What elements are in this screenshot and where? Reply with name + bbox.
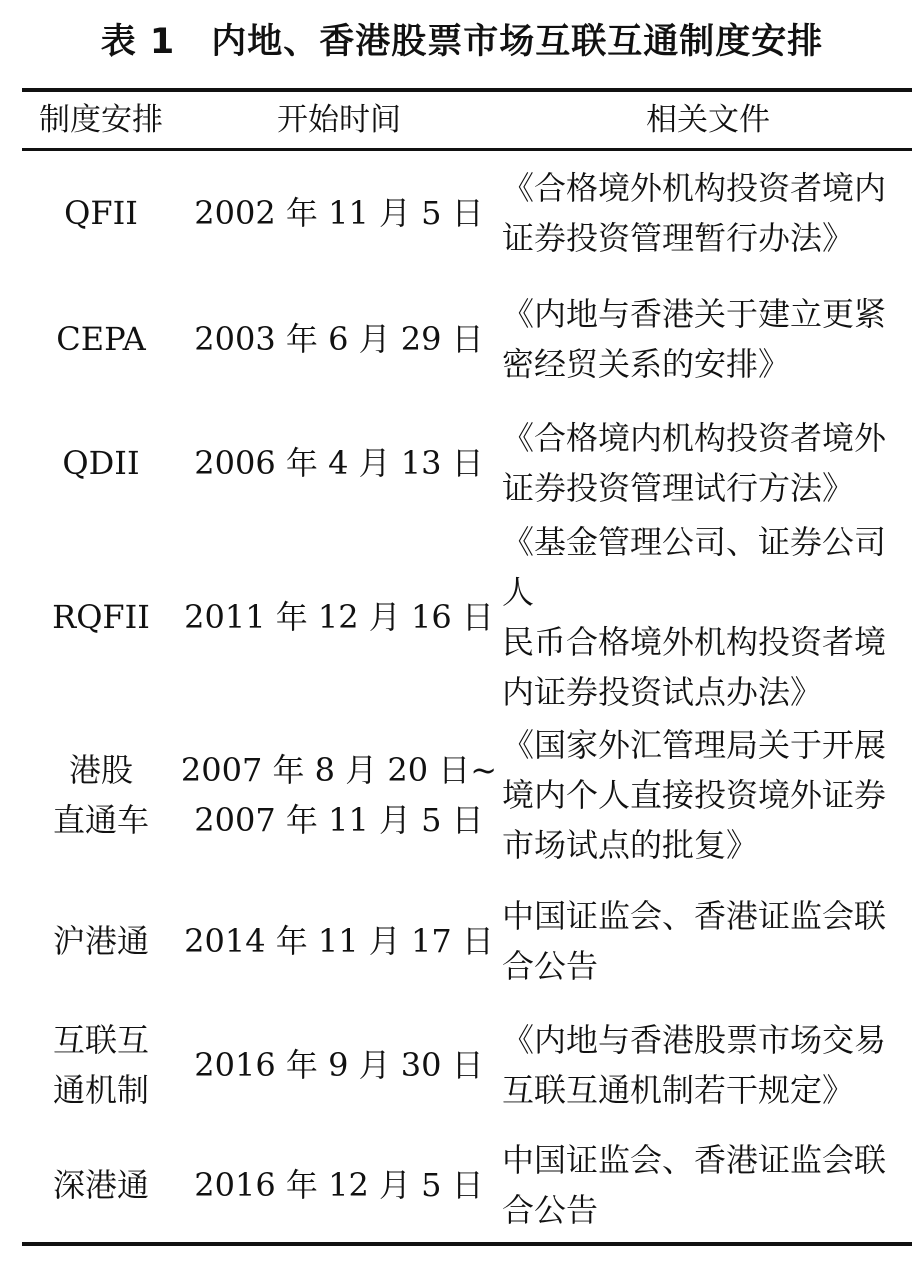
table-row (22, 1004, 912, 1126)
cell-documents-line: 密经贸关系的安排》 (502, 345, 791, 383)
cell-documents-line: 合公告 (502, 1191, 599, 1229)
cell-arrangement (22, 152, 180, 274)
cell-arrangement (22, 278, 180, 400)
cell-start-time-line: 2016 年 12 月 5 日 (194, 1166, 484, 1204)
cell-arrangement (22, 712, 180, 878)
cell-start-time-line: 2016 年 9 月 30 日 (194, 1046, 484, 1084)
cell-documents (502, 523, 914, 711)
cell-arrangement (22, 1004, 180, 1126)
cell-start-time-line: 2007 年 8 月 20 日~ (180, 751, 498, 789)
table-bottom-rule (22, 1242, 912, 1246)
table-title: 内地、香港股票市场互联互通制度安排 (211, 22, 824, 62)
cell-arrangement-line: 沪港通 (52, 922, 149, 960)
cell-arrangement (22, 1128, 180, 1242)
cell-documents (502, 278, 914, 400)
cell-start-time (180, 152, 498, 274)
cell-arrangement-line: 直通车 (52, 801, 149, 839)
header-start-time: 开始时间 (277, 102, 401, 138)
header-documents: 相关文件 (646, 102, 770, 138)
table-header-rule (22, 148, 912, 151)
cell-start-time-line: 2006 年 4 月 13 日 (194, 444, 484, 482)
table-caption (0, 14, 924, 70)
cell-start-time (180, 526, 498, 708)
cell-documents (502, 152, 914, 274)
table-row (22, 882, 912, 1000)
cell-arrangement (22, 882, 180, 1000)
cell-documents-line: 《基金管理公司、证券公司人 (502, 523, 887, 611)
cell-documents-line: 《内地与香港股票市场交易 (502, 1021, 887, 1059)
header-arrangement: 制度安排 (39, 102, 163, 138)
cell-arrangement-line: QFII (64, 194, 138, 232)
cell-arrangement-line: 港股 (68, 751, 133, 789)
cell-documents (502, 1128, 914, 1242)
cell-start-time-line: 2002 年 11 月 5 日 (194, 194, 484, 232)
cell-start-time-line: 2014 年 11 月 17 日 (184, 922, 494, 960)
cell-arrangement (22, 526, 180, 708)
cell-start-time (180, 882, 498, 1000)
cell-start-time-line: 2007 年 11 月 5 日 (194, 801, 484, 839)
cell-documents-line: 合公告 (502, 947, 599, 985)
cell-documents-line: 中国证监会、香港证监会联 (502, 1141, 887, 1179)
cell-documents (502, 712, 914, 878)
table-row (22, 712, 912, 878)
cell-documents-line: 境内个人直接投资境外证券 (502, 776, 887, 814)
cell-arrangement-line: CEPA (56, 320, 146, 358)
cell-documents-line: 证券投资管理试行方法》 (502, 469, 855, 507)
cell-documents (502, 402, 914, 524)
cell-documents-line: 《合格境内机构投资者境外 (502, 419, 887, 457)
cell-documents-line: 中国证监会、香港证监会联 (502, 897, 887, 935)
cell-start-time-line: 2003 年 6 月 29 日 (194, 320, 484, 358)
cell-arrangement-line: RQFII (52, 598, 150, 636)
cell-documents-line: 《国家外汇管理局关于开展 (502, 726, 887, 764)
cell-start-time (180, 402, 498, 524)
cell-start-time (180, 1128, 498, 1242)
cell-start-time (180, 1004, 498, 1126)
cell-start-time (180, 712, 498, 878)
cell-arrangement-line: 互联互 (52, 1021, 149, 1059)
cell-arrangement-line: QDII (62, 444, 140, 482)
cell-documents-line: 《合格境外机构投资者境内 (502, 169, 887, 207)
cell-documents-line: 互联互通机制若干规定》 (502, 1071, 855, 1109)
cell-documents-line: 内证券投资试点办法》 (502, 673, 823, 711)
table-header-row (22, 92, 912, 148)
cell-arrangement (22, 402, 180, 524)
cell-start-time-line: 2011 年 12 月 16 日 (184, 598, 494, 636)
cell-documents (502, 882, 914, 1000)
cell-documents (502, 1004, 914, 1126)
cell-documents-line: 证券投资管理暂行办法》 (502, 219, 855, 257)
table-row (22, 1128, 912, 1242)
cell-arrangement-line: 深港通 (52, 1166, 149, 1204)
cell-arrangement-line: 通机制 (52, 1071, 149, 1109)
table-row (22, 152, 912, 274)
cell-documents-line: 《内地与香港关于建立更紧 (502, 295, 887, 333)
table-number: 表 1 (100, 22, 176, 62)
cell-start-time (180, 278, 498, 400)
cell-documents-line: 民币合格境外机构投资者境 (502, 623, 887, 661)
table-row (22, 278, 912, 400)
cell-documents-line: 市场试点的批复》 (502, 826, 759, 864)
table-row (22, 523, 912, 711)
table-row (22, 402, 912, 524)
